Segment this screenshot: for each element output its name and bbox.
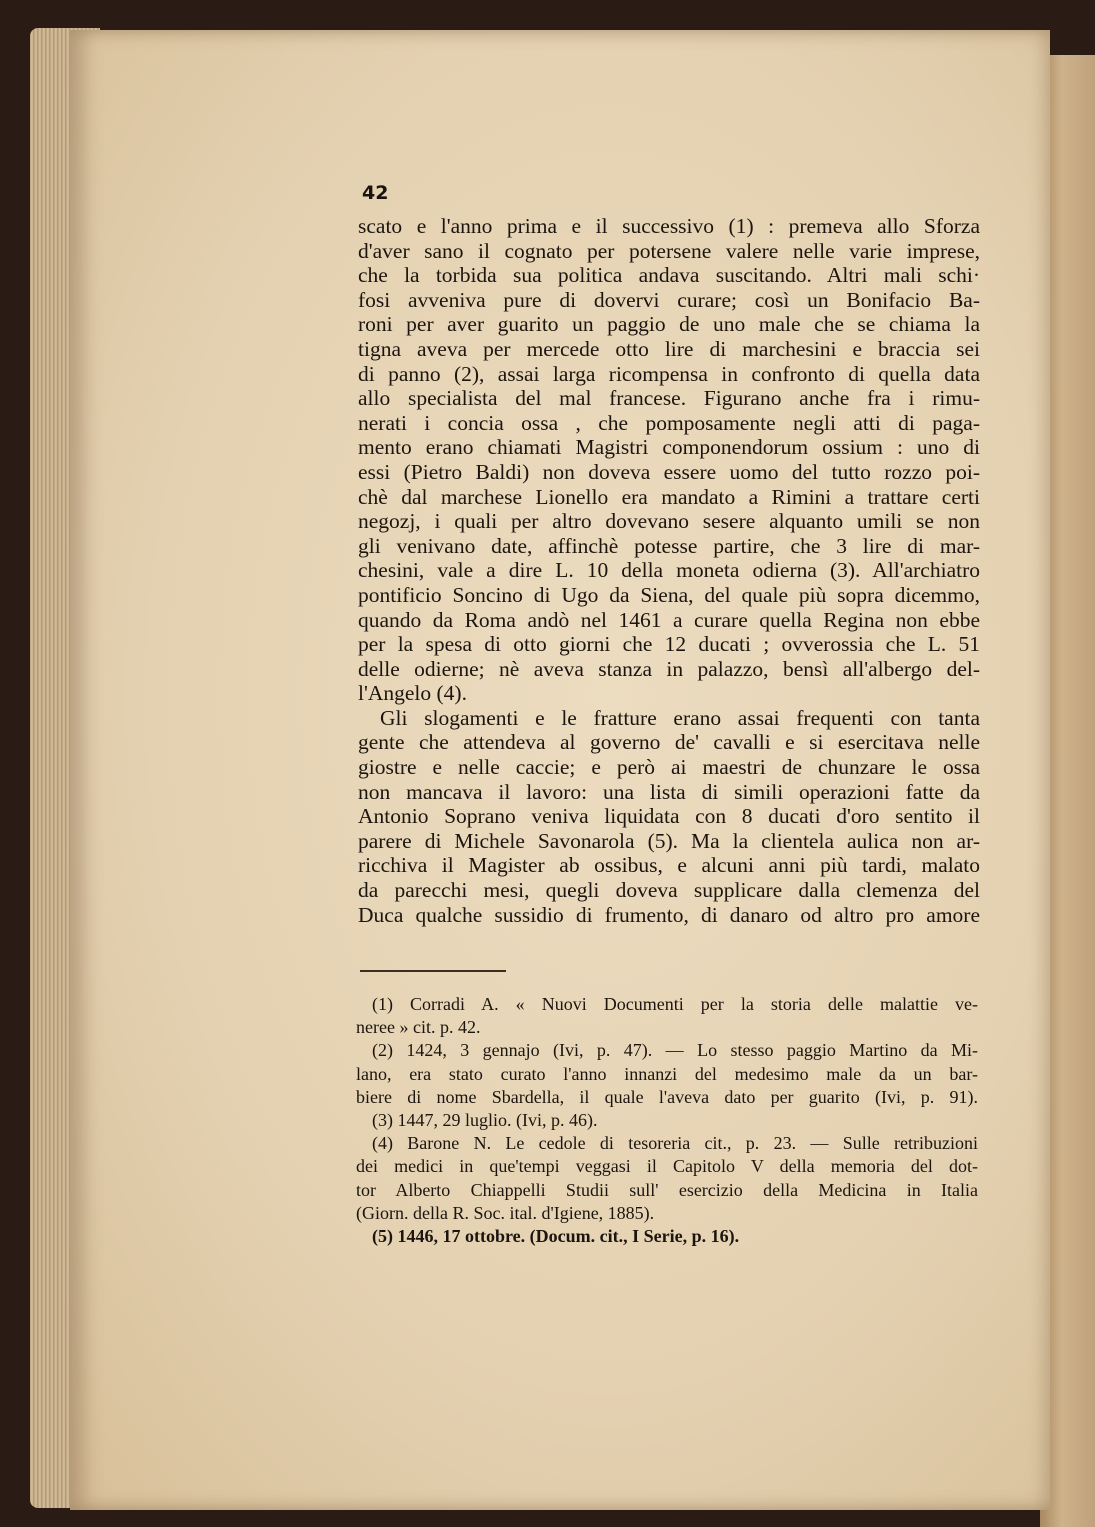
footnote-line: (4) Barone N. Le cedole di tesoreria cit., p. 23. — Sulle retribuzioni: [372, 1133, 978, 1154]
page-number: 42: [362, 182, 389, 204]
text-line: chè dal marchese Lionello era mandato a Rimini a trattare certi: [358, 484, 980, 509]
footnote-line: lano, era stato curato l'anno innanzi del medesimo male da un bar-: [356, 1063, 978, 1084]
text-line: parere di Michele Savonarola (5). Ma la clientela aulica non ar-: [358, 828, 980, 853]
text-line: d'aver sano il cognato per potersene valere nelle varie imprese,: [358, 238, 980, 263]
footnote-line: neree » cit. p. 42.: [356, 1017, 481, 1038]
footnote-line: biere di nome Sbardella, il quale l'aveva dato per guarito (Ivi, p. 91).: [356, 1086, 978, 1107]
footnote-separator: [360, 970, 506, 972]
text-line: scato e l'anno prima e il successivo (1) : premeva allo Sforza: [358, 214, 980, 238]
text-line: Antonio Soprano veniva liquidata con 8 ducati d'oro sentito il: [358, 804, 980, 829]
text-line: gli venivano date, affinchè potesse partire, che 3 lire di mar-: [358, 533, 980, 558]
text-line: fosi avveniva pure di dovervi curare; così un Bonifacio Ba-: [358, 287, 980, 312]
footnote-line: (3) 1447, 29 luglio. (Ivi, p. 46).: [372, 1110, 598, 1131]
footnote-line: (5) 1446, 17 ottobre. (Docum. cit., I Serie, p. 16).: [372, 1226, 740, 1247]
text-line: chesini, vale a dire L. 10 della moneta odierna (3). All'archiatro: [358, 558, 980, 583]
footnote-line: (1) Corradi A. « Nuovi Documenti per la storia delle malattie ve-: [372, 994, 978, 1014]
footnote-line: tor Alberto Chiappelli Studii sull' esercizio della Medicina in Italia: [356, 1179, 978, 1200]
text-line: non mancava il lavoro: una lista di simili operazioni fatte da: [358, 779, 980, 804]
footnotes: [356, 993, 978, 1248]
text-line: ricchiva il Magister ab ossibus, e alcuni anni più tardi, malato: [358, 853, 980, 878]
text-line: gente che attendeva al governo de' cavalli e si esercitava nelle: [358, 730, 980, 755]
footnote-line: (Giorn. della R. Soc. ital. d'Igiene, 1885).: [356, 1202, 655, 1223]
text-line: tigna aveva per mercede otto lire di marchesini e braccia sei: [358, 336, 980, 361]
footnote-line: (2) 1424, 3 gennajo (Ivi, p. 47). — Lo stesso paggio Martino da Mi-: [372, 1040, 978, 1061]
text-line: quando da Roma andò nel 1461 a curare quella Regina non ebbe: [358, 607, 980, 632]
footnote-line: dei medici in que'tempi veggasi il Capitolo V della memoria del dot-: [356, 1156, 978, 1177]
text-line: Gli slogamenti e le fratture erano assai frequenti con tanta: [380, 705, 980, 730]
text-line: mento erano chiamati Magistri componendorum ossium : uno di: [358, 435, 980, 460]
text-line: delle odierne; nè aveva stanza in palazzo, bensì all'albergo del-: [358, 656, 980, 681]
text-line: nerati i concia ossa , che pomposamente negli atti di paga-: [358, 410, 980, 435]
text-line: pontificio Soncino di Ugo da Siena, del quale più sopra dicemmo,: [358, 582, 980, 607]
text-line: di panno (2), assai larga ricompensa in confronto di quella data: [358, 361, 980, 386]
text-line: essi (Pietro Baldi) non doveva essere uomo del tutto rozzo poi-: [358, 459, 980, 484]
text-line: roni per aver guarito un paggio de uno male che se chiama la: [358, 312, 980, 337]
text-line: l'Angelo (4).: [358, 681, 467, 706]
text-line: per la spesa di otto giorni che 12 ducati ; ovverossia che L. 51: [358, 632, 980, 657]
body-text: [358, 214, 980, 927]
text-line: che la torbida sua politica andava suscitando. Altri mali schi·: [358, 263, 980, 288]
text-line: giostre e nelle caccie; e però ai maestri de chunzare le ossa: [358, 755, 980, 780]
text-line: allo specialista del mal francese. Figurano anche fra i rimu-: [358, 386, 980, 411]
text-line: negozj, i quali per altro dovevano sesere alquanto umili se non: [358, 509, 980, 534]
text-line: da parecchi mesi, quegli doveva supplicare dalla clemenza del: [358, 878, 980, 903]
text-line: Duca qualche sussidio di frumento, di danaro od altro pro amore: [358, 902, 980, 927]
